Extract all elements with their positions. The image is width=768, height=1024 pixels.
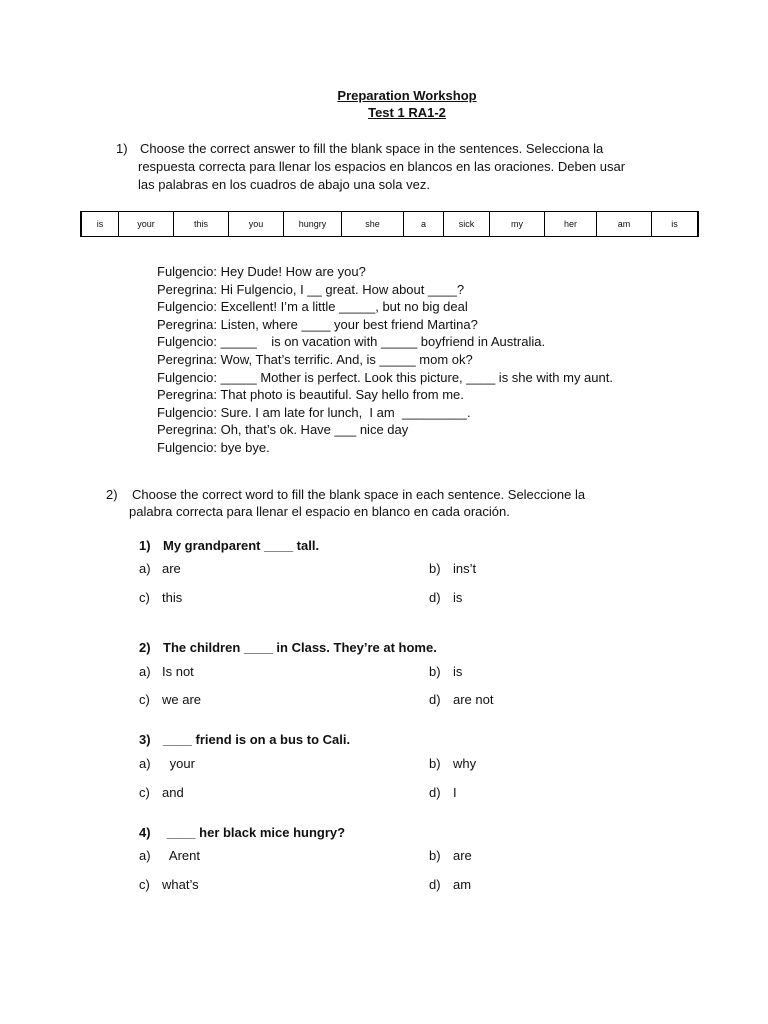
option-text: why [453, 756, 477, 771]
word-bank-cell: is [671, 219, 678, 229]
section2-instruction-line: Choose the correct word to fill the blank space in each sentence. Seleccione la [132, 487, 586, 502]
option-letter: a) [139, 756, 151, 771]
dialogue-line: Fulgencio: _____ is on vacation with _____ boyfriend in Australia. [157, 334, 546, 350]
document-title: Preparation Workshop [337, 88, 477, 103]
dialogue-line: Peregrina: Listen, where ____ your best friend Martina? [157, 316, 478, 332]
section2-number: 2) [106, 487, 118, 502]
word-bank-cell: hungry [284, 212, 342, 236]
question-text: My grandparent ____ tall. [163, 538, 320, 553]
option-letter: b) [429, 756, 441, 771]
word-bank-cell: is [82, 212, 119, 236]
option-text: what’s [162, 877, 199, 892]
word-bank-cell: she [342, 212, 404, 236]
option-letter: d) [429, 692, 441, 707]
option-letter: b) [429, 561, 441, 576]
word-bank-cell: her [545, 212, 597, 236]
option-letter: a) [139, 561, 151, 576]
question-number: 2) [139, 640, 151, 655]
question-number: 4) [139, 825, 151, 840]
option-letter: b) [429, 848, 441, 863]
document-subtitle: Test 1 RA1-2 [368, 105, 446, 120]
dialogue-line: Fulgencio: bye bye. [157, 439, 270, 455]
option-letter: d) [429, 590, 441, 605]
question-number: 3) [139, 732, 151, 747]
option-text: your [166, 756, 195, 771]
question-text: The children ____ in Class. They’re at home. [163, 640, 437, 655]
dialogue-line: Peregrina: That photo is beautiful. Say hello from me. [157, 387, 464, 403]
dialogue-line: Peregrina: Hi Fulgencio, I __ great. How about ____? [157, 281, 465, 297]
dialogue-line: Fulgencio: Sure. I am late for lunch, I am _________. [157, 404, 471, 420]
option-text: are [162, 561, 181, 576]
option-letter: c) [139, 785, 150, 800]
option-letter: c) [139, 877, 150, 892]
option-letter: a) [139, 848, 151, 863]
option-letter: b) [429, 664, 441, 679]
section1-number: 1) [116, 141, 128, 156]
question-number: 1) [139, 538, 151, 553]
option-letter: c) [139, 692, 150, 707]
section2-instruction-line: palabra correcta para llenar el espacio en blanco en cada oración. [129, 504, 510, 519]
option-text: Arent [166, 848, 200, 863]
dialogue [157, 263, 613, 457]
dialogue-line: Fulgencio: Hey Dude! How are you? [157, 264, 366, 279]
word-bank-cell: am [597, 212, 652, 236]
option-text: we are [162, 692, 202, 707]
option-text: I [453, 785, 457, 800]
option-letter: a) [139, 664, 151, 679]
dialogue-line: Peregrina: Oh, that’s ok. Have ___ nice day [157, 422, 409, 438]
option-text: Is not [162, 664, 194, 679]
question-text: ____ friend is on a bus to Cali. [163, 732, 351, 747]
section1-instruction-line: Choose the correct answer to fill the blank space in the sentences. Selecciona la [140, 141, 604, 156]
option-letter: d) [429, 785, 441, 800]
option-text: this [162, 590, 183, 605]
option-text: ins’t [453, 561, 477, 576]
option-letter: c) [139, 590, 150, 605]
option-letter: d) [429, 877, 441, 892]
word-bank-cell: this [174, 212, 229, 236]
option-text: is [453, 664, 463, 679]
option-text: are [453, 848, 472, 863]
option-text: is [453, 590, 463, 605]
section1-instruction-line: respuesta correcta para llenar los espacios en blancos en las oraciones. Deben usar [138, 159, 626, 174]
question-text: ____ her black mice hungry? [163, 825, 346, 840]
word-bank-table [80, 211, 699, 237]
word-bank-cell: my [490, 212, 545, 236]
dialogue-line: Peregrina: Wow, That’s terrific. And, is _____ mom ok? [157, 351, 473, 367]
section1-instruction-line: las palabras en los cuadros de abajo una sola vez. [138, 177, 430, 192]
dialogue-line: Fulgencio: Excellent! I’m a little _____, but no big deal [157, 299, 468, 315]
word-bank-cell: you [229, 212, 284, 236]
option-text: am [453, 877, 472, 892]
word-bank-cell: your [119, 212, 174, 236]
word-bank-cell: sick [444, 212, 490, 236]
dialogue-line: Fulgencio: _____ Mother is perfect. Look this picture, ____ is she with my aunt. [157, 369, 613, 385]
word-bank-cell: a [404, 212, 444, 236]
option-text: and [162, 785, 184, 800]
option-text: are not [453, 692, 494, 707]
